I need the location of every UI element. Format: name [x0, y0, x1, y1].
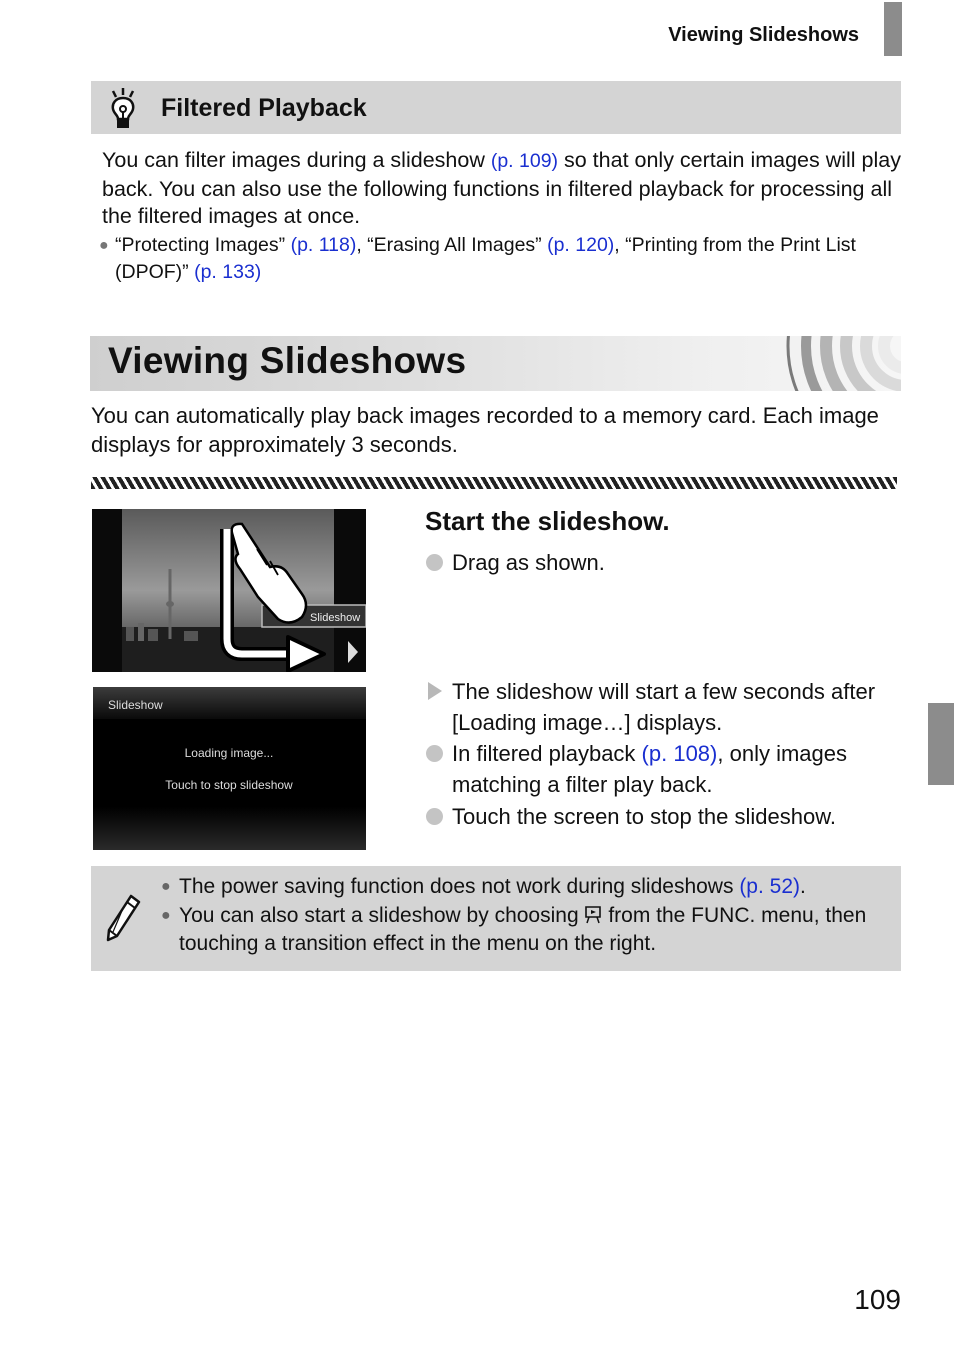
body-text-2: so that only certain images will play back. You can also use the following functions in filtered playback for processing all the filtered images at once.	[102, 148, 901, 228]
section-intro: You can automatically play back images recorded to a memory card. Each image displays for approximately 3 seconds.	[91, 403, 879, 457]
step-note1-text-b: , only images matching a filter play back.	[452, 741, 847, 797]
lightbulb-hint-icon	[107, 88, 139, 130]
notes-list	[161, 873, 881, 959]
step-result-text: The slideshow will start a few seconds after [Loading image…] displays.	[452, 679, 876, 735]
filtered-playback-title: Filtered Playback	[161, 94, 367, 122]
bullet-dot: ●	[161, 878, 171, 895]
screen-slideshow-loading	[93, 687, 366, 850]
step-result	[425, 676, 900, 738]
slideshow-icon	[584, 905, 602, 925]
bullet-dot: ●	[161, 906, 171, 924]
note1-text-b: .	[800, 875, 806, 898]
bullet-text-1: “Protecting Images”	[115, 234, 291, 256]
note-item	[161, 902, 881, 959]
chapter-side-tab	[928, 703, 954, 785]
link-p108[interactable]: (p. 108)	[641, 741, 718, 766]
bullet-text-2: , “Erasing All Images”	[356, 234, 548, 256]
operation-circle-icon	[426, 808, 443, 825]
link-p120[interactable]: (p. 120)	[547, 234, 615, 256]
bullet-text-3: , “Printing from the Print List (DPOF)”	[115, 234, 856, 283]
hatched-divider	[91, 477, 897, 489]
note1-text-a: The power saving function does not work during slideshows	[179, 875, 740, 898]
drag-gesture-illustration	[92, 509, 366, 672]
operation-circle-icon	[426, 554, 443, 571]
step-note1-text-a: In filtered playback	[452, 741, 642, 766]
screen-drag-gesture	[92, 509, 366, 672]
link-p109[interactable]: (p. 109)	[490, 150, 559, 172]
link-p52[interactable]: (p. 52)	[739, 875, 801, 898]
step-note-stop	[425, 801, 900, 832]
filtered-playback-header	[91, 81, 901, 134]
body-text-1: You can filter images during a slideshow	[102, 148, 491, 172]
section-title: Viewing Slideshows	[108, 340, 467, 381]
filtered-functions-bullet	[99, 232, 899, 286]
step-note2-text: Touch the screen to stop the slideshow.	[452, 804, 837, 829]
running-header: Viewing Slideshows	[668, 24, 859, 46]
section-banner	[90, 336, 901, 391]
slideshow-button-label: Slideshow	[310, 612, 361, 624]
decorative-circles-art	[781, 336, 901, 391]
bullet-dot: ●	[99, 237, 109, 254]
step-note-filtered	[425, 738, 900, 800]
loading-screen-illustration	[93, 687, 366, 850]
notes-box	[91, 866, 901, 971]
operation-circle-icon	[426, 745, 443, 762]
loading-image-text: Loading image...	[184, 746, 274, 760]
link-p133[interactable]: (p. 133)	[194, 261, 262, 283]
header-tab-marker	[884, 2, 902, 56]
touch-to-stop-text: Touch to stop slideshow	[165, 778, 293, 792]
note2-text-b: from the FUNC. menu, then touching a transition effect in the menu on the right.	[179, 903, 867, 955]
pencil-note-icon	[105, 894, 141, 942]
note-item	[161, 873, 881, 902]
note2-text-a: You can also start a slideshow by choosing	[179, 903, 585, 927]
page-number: 109	[854, 1284, 901, 1315]
result-triangle-icon	[428, 682, 442, 700]
step-instruction	[425, 547, 900, 578]
step-instruction-text: Drag as shown.	[452, 550, 605, 575]
link-p118[interactable]: (p. 118)	[290, 234, 357, 256]
step-title: Start the slideshow.	[425, 506, 670, 536]
loading-screen-title: Slideshow	[108, 698, 163, 712]
filtered-playback-body	[102, 147, 902, 231]
